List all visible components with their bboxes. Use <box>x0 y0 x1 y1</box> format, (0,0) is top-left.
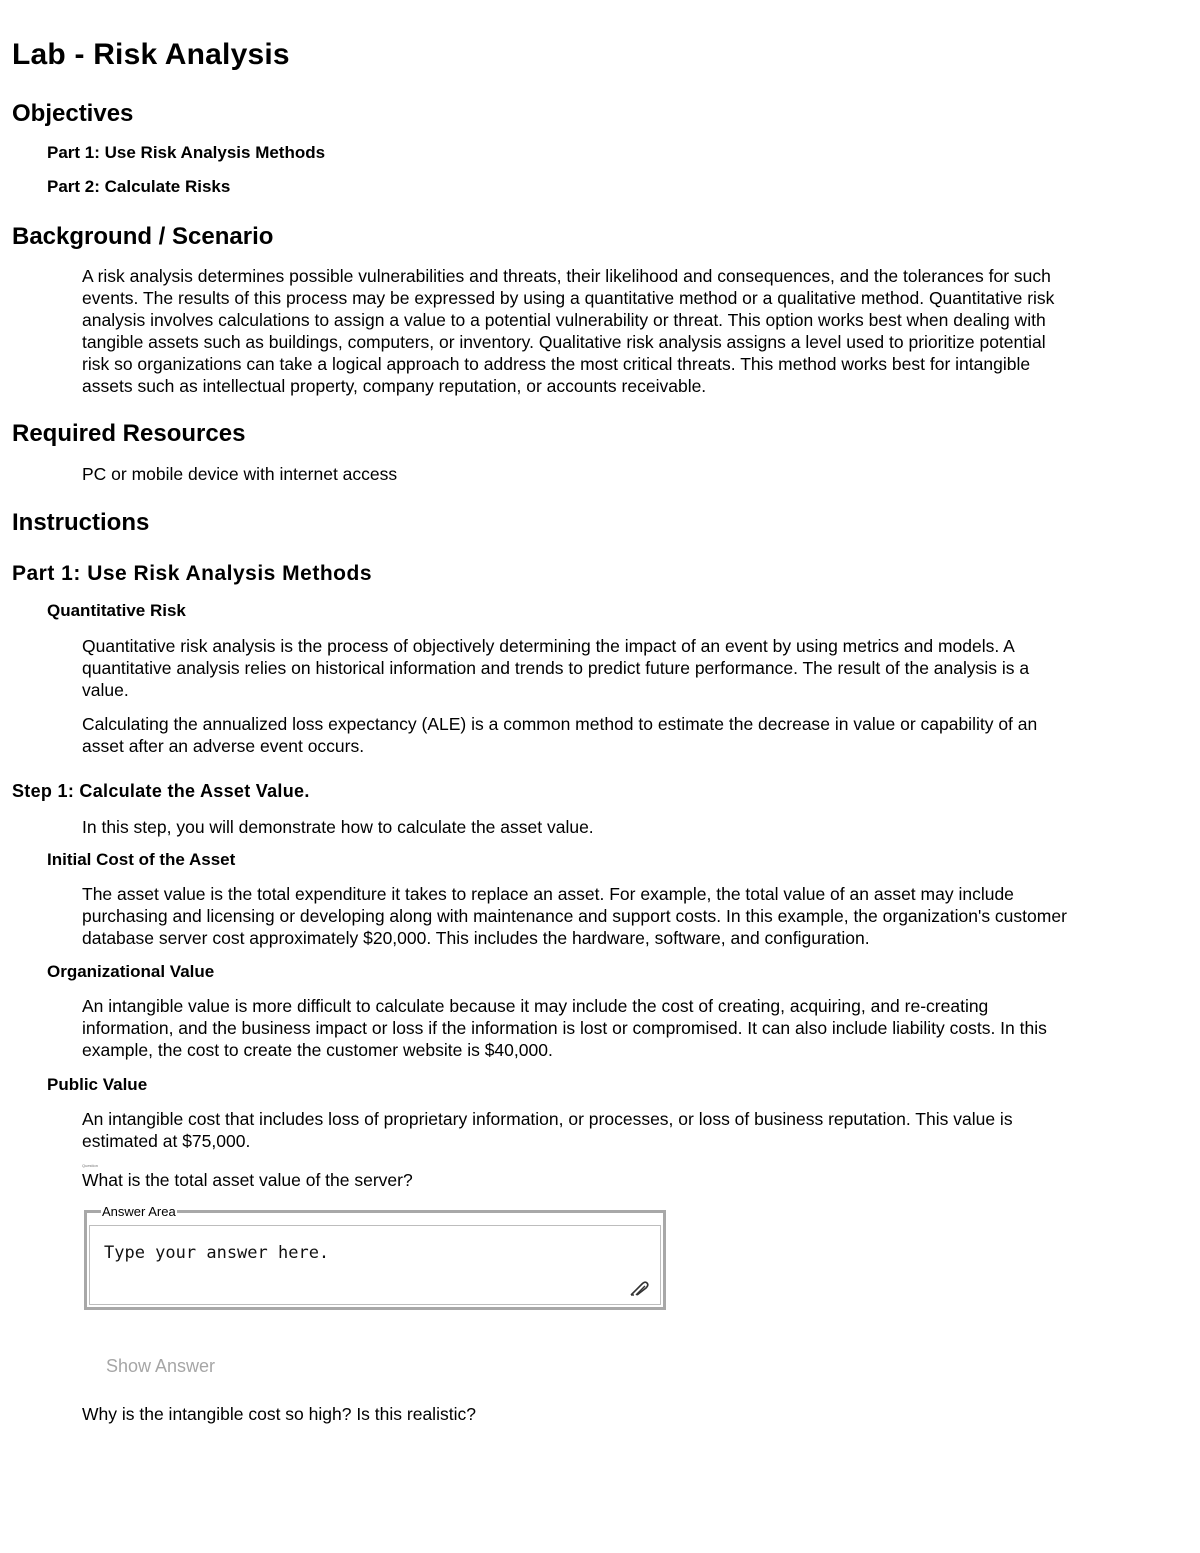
objective-item-2: Part 2: Calculate Risks <box>47 177 231 196</box>
page-title: Lab - Risk Analysis <box>12 38 290 71</box>
background-paragraph <box>82 265 1187 397</box>
initial-cost-paragraph <box>82 883 1187 949</box>
para-line: quantitative analysis relies on historical information and trends to predict future performance. The result of the analysis is a <box>82 658 1030 678</box>
resources-text: PC or mobile device with internet access <box>82 464 398 484</box>
para-line: The asset value is the total expenditure it takes to replace an asset. For example, the total value of an asset may include <box>82 884 1014 904</box>
background-line: events. The results of this process may be expressed by using a quantitative method or a qualitative method. Quantitative risk <box>82 288 1055 308</box>
question-total-asset-value: What is the total asset value of the server? <box>82 1170 413 1190</box>
quantitative-para-1 <box>82 635 1187 701</box>
background-line: risk so organizations can take a logical approach to address the most critical threats. This method works best for intangible <box>82 354 1031 374</box>
background-line: A risk analysis determines possible vulnerabilities and threats, their likelihood and consequences, and the tolerances for such <box>82 266 1051 286</box>
quantitative-risk-heading: Quantitative Risk <box>47 601 186 620</box>
public-value-heading: Public Value <box>47 1075 148 1094</box>
para-line: estimated at $75,000. <box>82 1131 251 1151</box>
para-line: database server cost approximately $20,000. This includes the hardware, software, and configuration. <box>82 928 870 948</box>
para-line: An intangible cost that includes loss of proprietary information, or processes, or loss of business reputation. This value is <box>82 1109 1013 1129</box>
para-line: An intangible value is more difficult to calculate because it may include the cost of creating, acquiring, and re-creating <box>82 996 989 1016</box>
resources-heading: Required Resources <box>12 420 246 447</box>
para-line: purchasing and licensing or developing along with maintenance and support costs. In this example, the organization's customer <box>82 906 1067 926</box>
answer-textbox[interactable] <box>89 1225 661 1305</box>
organizational-value-paragraph <box>82 995 1187 1061</box>
public-value-paragraph <box>82 1108 1187 1152</box>
para-line: information, and the business impact or loss if the information is lost or compromised. It can also include liability costs. In this <box>82 1018 1047 1038</box>
question-intangible-cost: Why is the intangible cost so high? Is this realistic? <box>82 1404 476 1424</box>
quantitative-para-2 <box>82 713 1187 757</box>
answer-area-legend: Answer Area <box>102 1204 176 1219</box>
resize-handle-icon[interactable] <box>628 1274 652 1298</box>
para-line: example, the cost to create the customer website is $40,000. <box>82 1040 553 1060</box>
instructions-heading: Instructions <box>12 509 150 536</box>
question-tag: Question <box>82 1163 99 1168</box>
background-line: tangible assets such as buildings, computers, or inventory. Qualitative risk analysis assigns a level used to prioritize potential <box>82 332 1046 352</box>
objectives-heading: Objectives <box>12 100 134 127</box>
organizational-value-heading: Organizational Value <box>47 962 215 981</box>
answer-area[interactable] <box>84 1204 666 1310</box>
initial-cost-heading: Initial Cost of the Asset <box>47 850 236 869</box>
step1-heading: Step 1: Calculate the Asset Value. <box>12 781 310 801</box>
background-heading: Background / Scenario <box>12 223 274 250</box>
background-line: analysis involves calculations to assign a value to a potential vulnerability or threat. This option works best when dealing with <box>82 310 1046 330</box>
para-line: Calculating the annualized loss expectancy (ALE) is a common method to estimate the decrease in value or capability of an <box>82 714 1038 734</box>
answer-placeholder[interactable]: Type your answer here. <box>104 1243 330 1263</box>
step1-intro: In this step, you will demonstrate how to calculate the asset value. <box>82 817 594 837</box>
para-line: value. <box>82 680 129 700</box>
part1-heading: Part 1: Use Risk Analysis Methods <box>12 562 373 585</box>
objective-item-1: Part 1: Use Risk Analysis Methods <box>47 143 326 162</box>
background-line: assets such as intellectual property, company reputation, or accounts receivable. <box>82 376 707 396</box>
para-line: asset after an adverse event occurs. <box>82 736 365 756</box>
show-answer-button[interactable]: Show Answer <box>106 1356 216 1376</box>
para-line: Quantitative risk analysis is the process of objectively determining the impact of an event by using metrics and models. A <box>82 636 1015 656</box>
